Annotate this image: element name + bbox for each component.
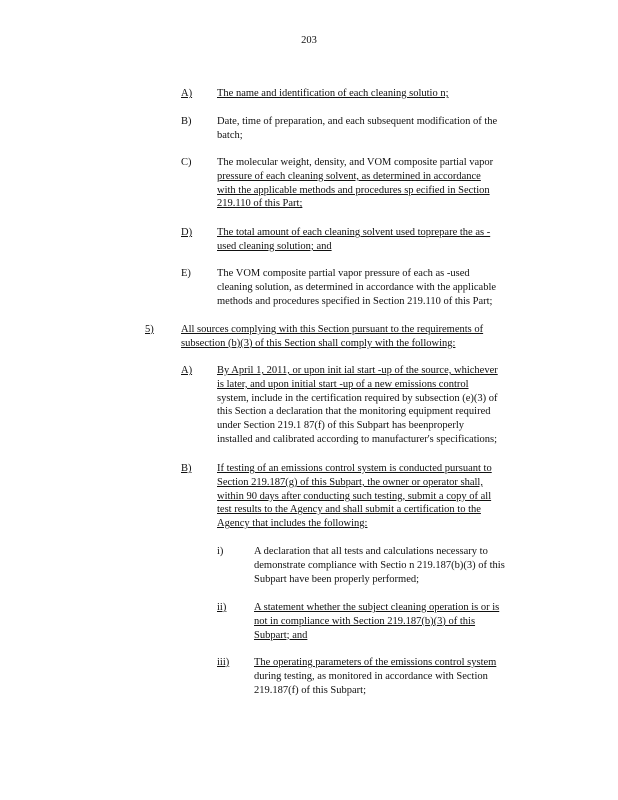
page-number: 203 xyxy=(301,35,317,46)
list-marker: E) xyxy=(181,268,191,279)
text-line: The molecular weight, density, and VOM composite partial vapor xyxy=(217,157,494,168)
text-line: The total amount of each cleaning solvent used toprepare the as - xyxy=(217,227,491,238)
list-marker: ii) xyxy=(217,602,227,613)
text-line: batch; xyxy=(217,129,243,141)
text-line: Date, time of preparation, and each subsequent modification of the xyxy=(217,116,498,127)
text-line: Subpart; and xyxy=(254,629,308,641)
list-item-text xyxy=(254,545,539,586)
list-marker: D) xyxy=(181,227,193,238)
text-line: 219.110 of this Part; xyxy=(217,198,303,210)
text-line: 219.187(f) of this Subpart; xyxy=(254,684,366,696)
list-marker: A) xyxy=(181,365,193,376)
text-line: The VOM composite partial vapor pressure of each as -used xyxy=(217,268,470,279)
text-line: The operating parameters of the emissions control system xyxy=(254,657,497,668)
list-marker: C) xyxy=(181,157,192,168)
text-line: cleaning solution, as determined in accordance with the applicable xyxy=(217,281,497,293)
list-item-text xyxy=(217,226,537,254)
text-line: under Section 219.1 87(f) of this Subpart has beenproperly xyxy=(217,420,464,432)
list-marker: B) xyxy=(181,116,192,127)
text-line: within 90 days after conducting such testing, submit a copy of all xyxy=(217,490,492,502)
text-line: A declaration that all tests and calculations necessary to xyxy=(254,546,488,557)
list-marker: 5) xyxy=(145,324,154,335)
text-line: installed and calibrated according to manufacturer's specifications; xyxy=(217,433,498,445)
text-line: with the applicable methods and procedures sp ecified in Section xyxy=(217,184,490,196)
text-line: If testing of an emissions control system is conducted pursuant to xyxy=(217,463,492,474)
text-line: The name and identification of each cleaning solutio n; xyxy=(217,88,449,99)
list-marker: B) xyxy=(181,463,192,474)
list-item-text xyxy=(217,156,537,211)
list-item-text xyxy=(217,462,562,531)
text-line: Agency that includes the following: xyxy=(217,518,368,530)
list-item-text xyxy=(254,656,539,697)
text-line: By April 1, 2011, or upon init ial start -up of the source, whichever xyxy=(217,365,498,376)
list-item-text xyxy=(217,87,537,101)
list-item-text xyxy=(181,323,564,351)
text-line: test results to the Agency and shall submit a certification to the xyxy=(217,504,481,516)
list-item-text xyxy=(217,364,567,447)
text-line: this Section a declaration that the monitoring equipment required xyxy=(217,406,491,418)
text-line: demonstrate compliance with Sectio n 219.187(b)(3) of this xyxy=(254,559,505,571)
text-line: during testing, as monitored in accordance with Section xyxy=(254,670,488,682)
text-line: A statement whether the subject cleaning operation is or is xyxy=(254,602,500,613)
list-item-text xyxy=(217,267,537,308)
text-line: Section 219.187(g) of this Subpart, the owner or operator shall, xyxy=(217,476,483,488)
list-item-text xyxy=(254,601,539,642)
text-line: used cleaning solution; and xyxy=(217,240,332,252)
text-line: All sources complying with this Section pursuant to the requirements of xyxy=(181,324,484,335)
text-line: Subpart have been properly performed; xyxy=(254,573,420,585)
text-line: pressure of each cleaning solvent, as determined in accordance xyxy=(217,170,481,182)
text-line: subsection (b)(3) of this Section shall comply with the following: xyxy=(181,337,456,349)
list-marker: A) xyxy=(181,88,193,99)
list-marker: iii) xyxy=(217,657,230,668)
text-line: is later, and upon initial start -up of a new emissions control xyxy=(217,378,469,390)
text-line: methods and procedures specified in Section 219.110 of this Part; xyxy=(217,295,493,307)
text-line: not in compliance with Section 219.187(b)(3) of this xyxy=(254,615,476,627)
list-item-text xyxy=(217,115,537,143)
list-marker: i) xyxy=(217,546,224,557)
text-line: system, include in the certification required by subsection (e)(3) of xyxy=(217,392,498,404)
